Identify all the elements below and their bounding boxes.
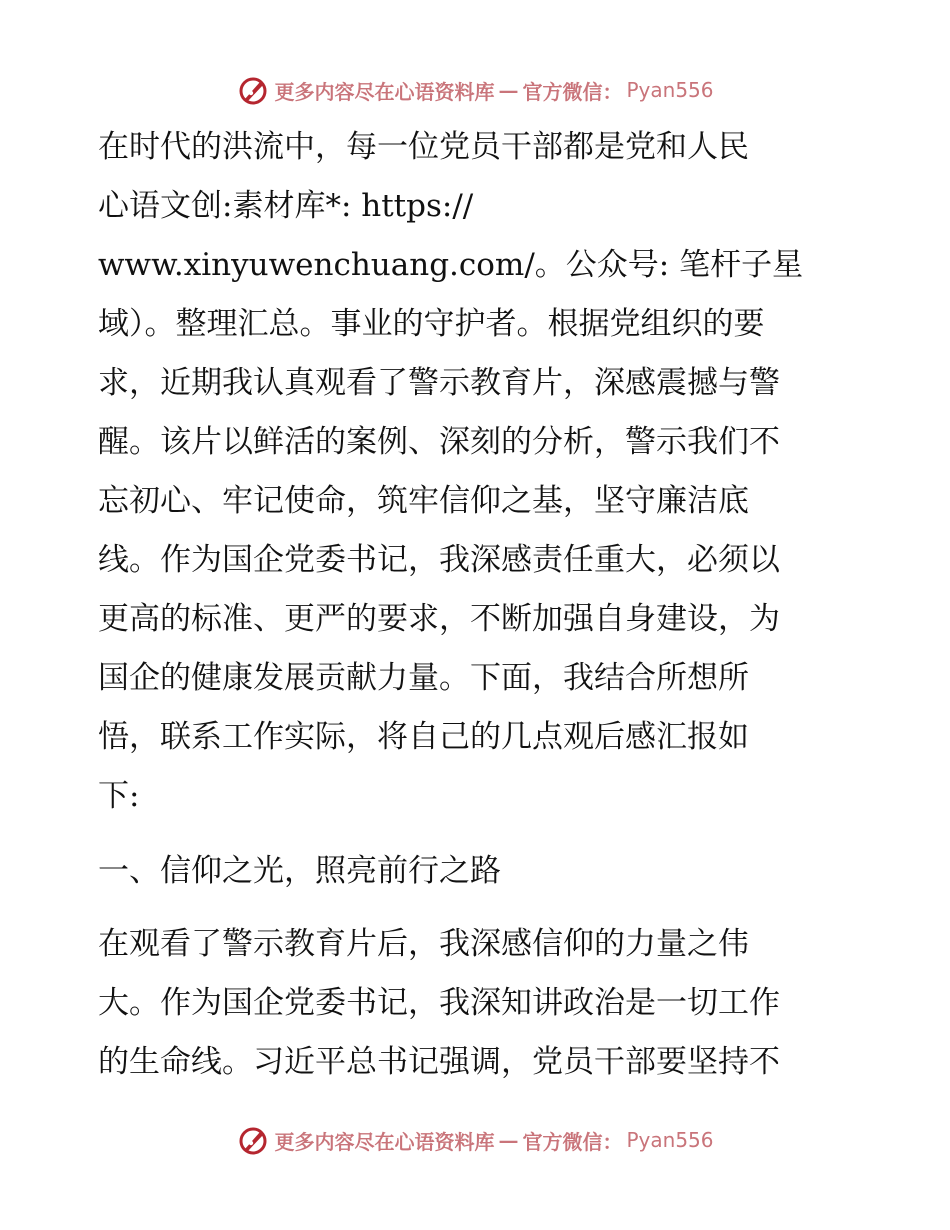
red-quill-seal-icon — [236, 1123, 270, 1157]
document-body — [98, 118, 858, 1092]
banner-slogan: 更多内容尽在心语资料库 — [274, 79, 495, 104]
banner-wechat-id: Pyan556 — [626, 78, 714, 102]
banner-separator: — — [498, 78, 519, 102]
text-line: 更高的标准、更严的要求，不断加强自身建设，为 — [98, 601, 780, 637]
text-line: 在观看了警示教育片后，我深感信仰的力量之伟 — [98, 926, 749, 962]
text-line: 大。作为国企党委书记，我深知讲政治是一切工作 — [98, 985, 780, 1021]
paragraph-section-1 — [98, 915, 858, 1092]
text-line: 国企的健康发展贡献力量。下面，我结合所想所 — [98, 660, 749, 696]
banner-separator: — — [498, 1128, 519, 1152]
text-line: 域）。整理汇总。事业的守护者。根据党组织的要 — [98, 306, 765, 342]
text-line: 悟，联系工作实际，将自己的几点观后感汇报如 — [98, 719, 749, 755]
banner-official-label: 官方微信： — [522, 79, 623, 104]
paragraph-intro — [98, 118, 858, 826]
header-banner — [0, 70, 950, 110]
section-heading-1: 一、信仰之光，照亮前行之路 — [98, 853, 501, 889]
text-line: 醒。该片以鲜活的案例、深刻的分析，警示我们不 — [98, 424, 780, 460]
text-line: 求，近期我认真观看了警示教育片，深感震撼与警 — [98, 365, 780, 401]
text-line: 在时代的洪流中，每一位党员干部都是党和人民 — [98, 129, 749, 165]
banner-wechat-id: Pyan556 — [626, 1128, 714, 1152]
text-line: 心语文创:素材库*: https:// — [98, 188, 474, 224]
text-line: 线。作为国企党委书记，我深感责任重大，必须以 — [98, 542, 780, 578]
footer-banner — [0, 1120, 950, 1160]
footer-banner-inner — [236, 1123, 713, 1157]
text-line: 下: — [98, 778, 140, 814]
header-banner-inner — [236, 73, 713, 107]
text-line: www.xinyuwenchuang.com/。公众号: 笔杆子星 — [98, 247, 804, 283]
text-line: 忘初心、牢记使命，筑牢信仰之基，坚守廉洁底 — [98, 483, 749, 519]
banner-slogan: 更多内容尽在心语资料库 — [274, 1129, 495, 1154]
text-line: 的生命线。习近平总书记强调，党员干部要坚持不 — [98, 1044, 780, 1080]
banner-official-label: 官方微信： — [522, 1129, 623, 1154]
red-quill-seal-icon — [236, 73, 270, 107]
